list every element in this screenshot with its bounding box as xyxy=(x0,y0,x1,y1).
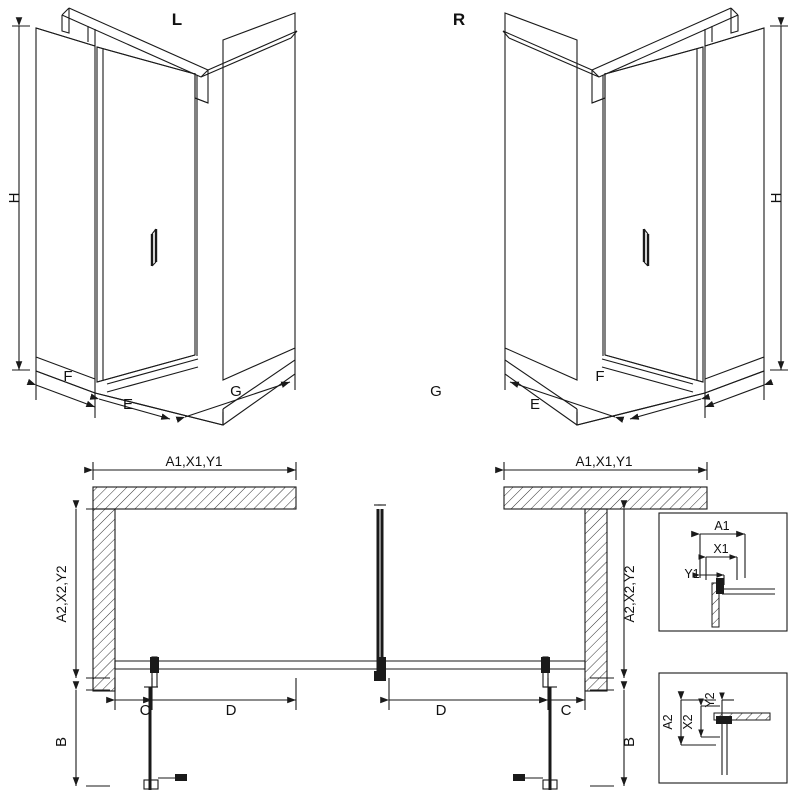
dim-label-f-left: F xyxy=(63,368,73,385)
iso-view-left xyxy=(12,8,297,425)
detail-bottom-label-y2: Y2 xyxy=(703,692,717,708)
height-label-left: H xyxy=(6,192,23,204)
detail-top-label-a1: A1 xyxy=(714,519,730,533)
detail-bottom-label-a2: A2 xyxy=(661,714,675,730)
plan-left-dim-b: B xyxy=(53,736,70,748)
detail-top-label-x1: X1 xyxy=(713,542,729,556)
detail-top-label-y1: Y1 xyxy=(684,567,700,581)
detail-bottom-right xyxy=(659,673,787,783)
plan-left-top-dim: A1,X1,Y1 xyxy=(165,454,223,469)
variant-label-right: R xyxy=(452,10,466,29)
plan-right-dim-b: B xyxy=(621,736,638,748)
dim-label-g-left: G xyxy=(230,383,242,400)
dim-label-e-left: E xyxy=(122,396,134,413)
dim-label-e-right: E xyxy=(529,396,541,413)
height-label-right: H xyxy=(768,192,785,204)
plan-right-dim-d: D xyxy=(435,702,447,719)
plan-left-dim-d: D xyxy=(225,702,237,719)
detail-bottom-label-x2: X2 xyxy=(681,714,695,730)
plan-left-dim-c: C xyxy=(139,702,151,719)
plan-right-top-dim: A1,X1,Y1 xyxy=(575,454,633,469)
iso-view-right xyxy=(503,8,788,425)
plan-right-dim-c: C xyxy=(560,702,572,719)
dim-label-f-right: F xyxy=(595,368,605,385)
variant-label-left: L xyxy=(171,10,183,29)
plan-right-side-dim: A2,X2,Y2 xyxy=(622,565,637,623)
plan-view-right xyxy=(378,462,707,790)
dim-label-g-right: G xyxy=(430,383,442,400)
plan-left-side-dim: A2,X2,Y2 xyxy=(54,565,69,623)
plan-view-left xyxy=(76,462,386,790)
